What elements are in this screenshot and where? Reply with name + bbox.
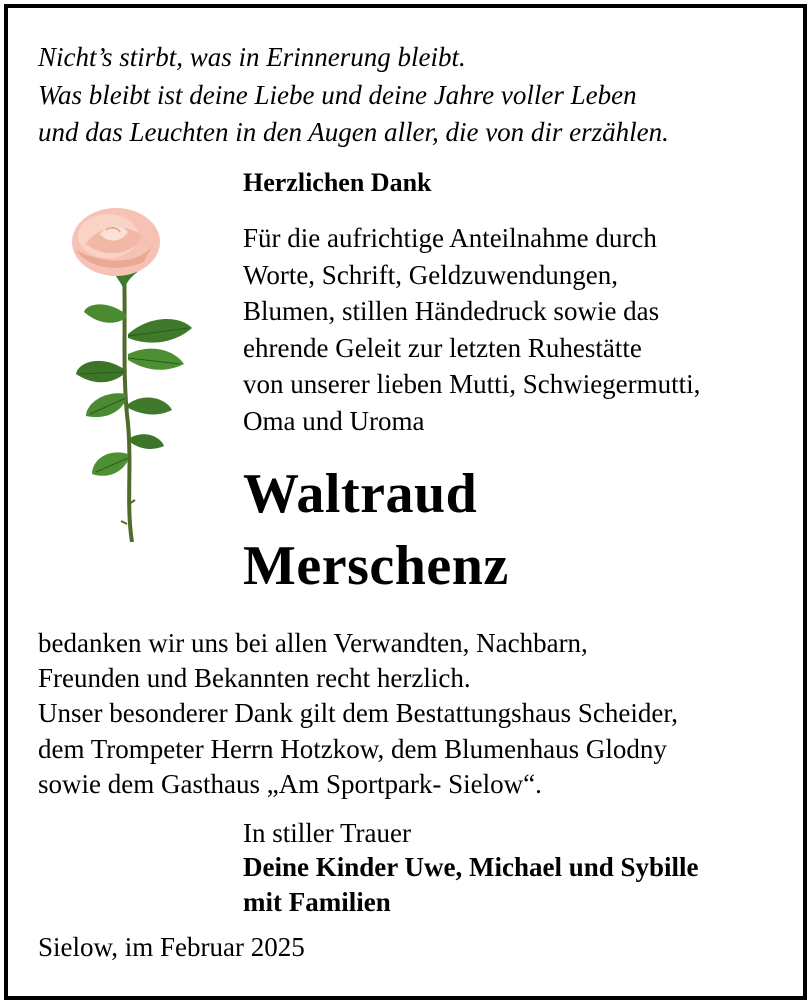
closing-line: Freunden und Bekannten recht herzlich. — [38, 663, 471, 694]
verse-line: und das Leuchten in den Augen aller, die von dir erzählen. — [38, 117, 669, 147]
signer-line: Deine Kinder Uwe, Michael und Sybille — [243, 852, 699, 882]
closing-line: dem Trompeter Herrn Hotzkow, dem Blumenhaus Glodny — [38, 733, 667, 764]
thanks-line: von unserer lieben Mutti, Schwiegermutti, — [243, 369, 701, 399]
closing-line: Unser besonderer Dank gilt dem Bestattungshaus Scheider, — [38, 698, 679, 729]
deceased-last-name: Merschenz — [243, 535, 509, 597]
deceased-first-name: Waltraud — [243, 463, 478, 525]
closing-line: bedanken wir uns bei allen Verwandten, Nachbarn, — [38, 628, 588, 658]
obituary-card — [4, 4, 807, 1000]
signers — [243, 850, 699, 919]
thanks-line: Für die aufrichtige Anteilnahme durch — [243, 223, 657, 253]
memorial-verse — [38, 39, 669, 152]
mourning-intro: In stiller Trauer — [243, 818, 411, 848]
thanks-line: Worte, Schrift, Geldzuwendungen, — [243, 259, 618, 290]
thanks-text — [243, 220, 700, 439]
thanks-line: ehrende Geleit zur letzten Ruhestätte — [243, 332, 642, 363]
verse-line: Nicht’s stirbt, was in Erinnerung bleibt. — [38, 42, 466, 72]
thanks-line: Blumen, stillen Händedruck sowie das — [243, 296, 660, 326]
verse-line: Was bleibt ist deine Liebe und deine Jahre voller Leben — [38, 79, 637, 110]
closing-line: sowie dem Gasthaus „Am Sportpark- Sielow“. — [38, 768, 542, 799]
place-date: Sielow, im Februar 2025 — [38, 932, 305, 962]
closing-text — [38, 626, 678, 802]
signer-line: mit Familien — [243, 886, 391, 917]
rose-icon — [56, 204, 196, 550]
thanks-heading: Herzlichen Dank — [243, 168, 432, 197]
deceased-name — [243, 458, 509, 602]
thanks-line: Oma und Uroma — [243, 405, 425, 436]
